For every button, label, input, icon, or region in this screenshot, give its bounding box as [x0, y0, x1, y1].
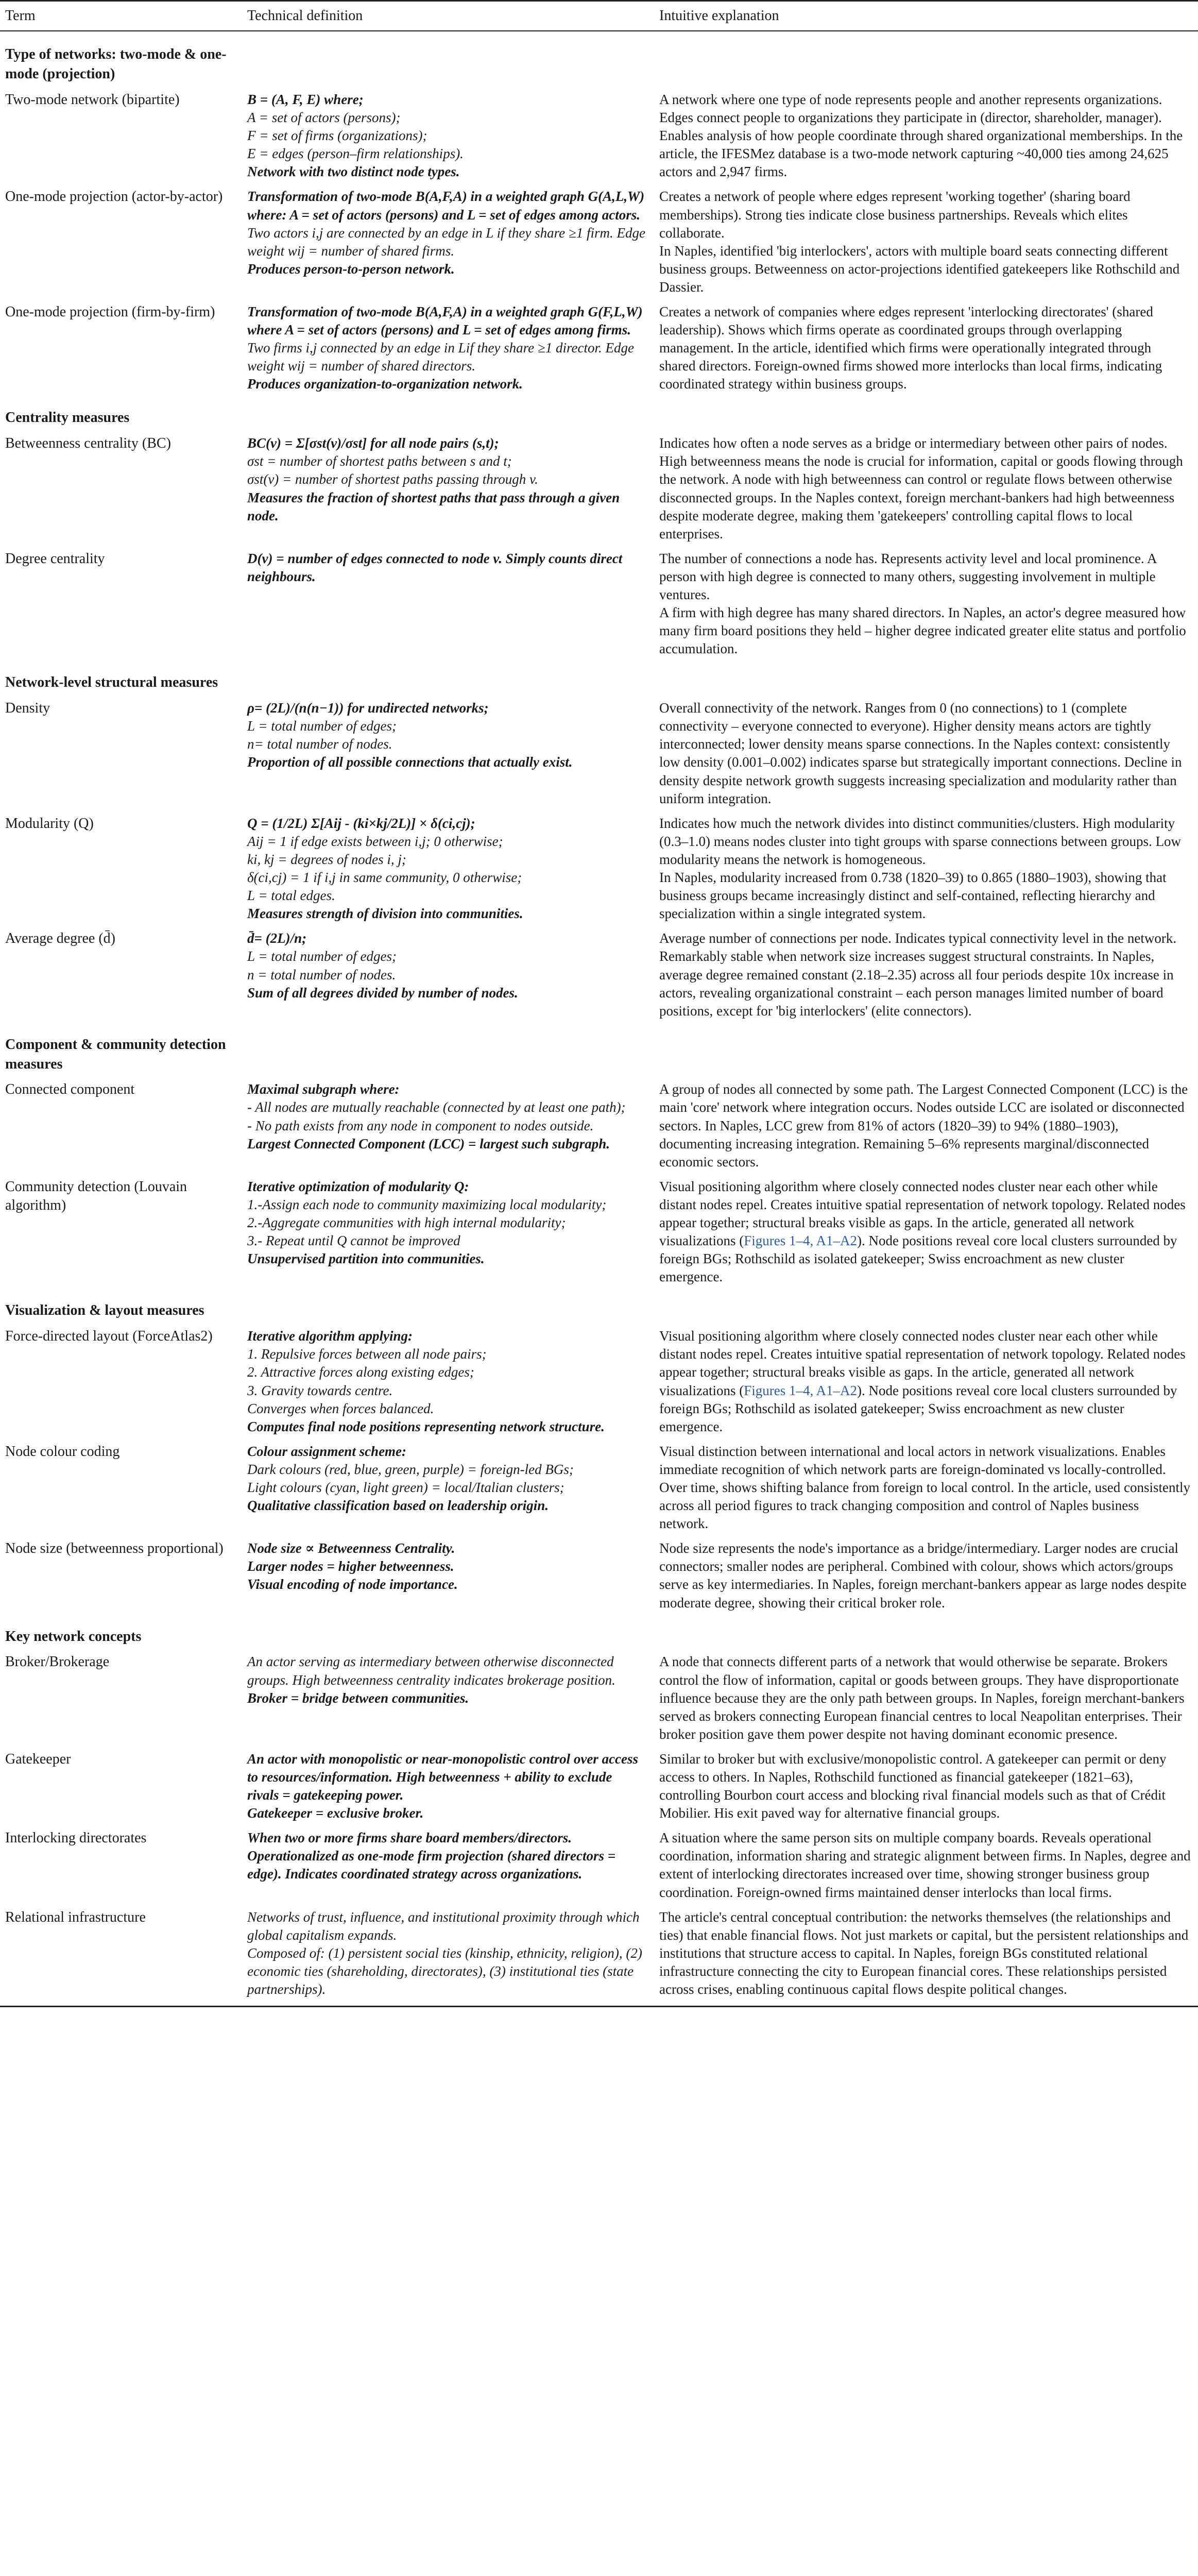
definition-line: L = total number of edges;	[247, 718, 397, 734]
definition-line: 2. Attractive forces along existing edges;	[247, 1364, 474, 1380]
definition-line: A = set of actors (persons);	[247, 110, 401, 126]
term-cell: Force-directed layout (ForceAtlas2)	[5, 1328, 213, 1345]
definition-line: L = total edges.	[247, 888, 335, 904]
term-cell: Broker/Brokerage	[5, 1654, 110, 1670]
header-technical-definition: Technical definition	[242, 1, 654, 31]
term-cell: Node size (betweenness proportional)	[5, 1540, 224, 1557]
table-header	[0, 1, 1198, 31]
definition-line: E = edges (person–firm relationships).	[247, 146, 464, 162]
table-row	[0, 1824, 1198, 1903]
definition-line: Q = (1/2L) Σ[Aij - (ki×kj/2L)] × δ(ci,cj);	[247, 815, 475, 831]
definition-line: δ(ci,cj) = 1 if i,j in same community, 0 otherwise;	[247, 870, 522, 886]
definition-line: n = total number of nodes.	[247, 967, 396, 982]
definition-line: Iterative algorithm applying:	[247, 1328, 413, 1344]
term-cell: Connected component	[5, 1081, 135, 1098]
definition-line: Qualitative classification based on leadership origin.	[247, 1498, 549, 1514]
explanation-line: A firm with high degree has many shared directors. In Naples, an actor's degree measured how many firm board positions they held – higher degree indicated greater elite status and portfolio accumulation.	[659, 605, 1186, 657]
definition-line: Gatekeeper = exclusive broker.	[247, 1805, 424, 1821]
definition-line: n= total number of nodes.	[247, 736, 392, 752]
term-cell: Betweenness centrality (BC)	[5, 435, 171, 452]
definition-line: Node size ∝ Betweenness Centrality.	[247, 1540, 455, 1556]
definition-cell	[242, 86, 654, 182]
explanation-cell	[654, 1173, 1198, 1288]
definition-line: Larger nodes = higher betweenness.	[247, 1558, 454, 1574]
definition-cell	[242, 1903, 654, 2007]
term-cell: Two-mode network (bipartite)	[5, 91, 180, 108]
table-row	[0, 1437, 1198, 1534]
definition-cell	[242, 1437, 654, 1534]
definition-line: F = set of firms (organizations);	[247, 128, 427, 144]
table-row	[0, 1903, 1198, 2007]
explanation-line: Visual positioning algorithm where closely connected nodes cluster near each other while distant nodes repel. Creates intuitive spatial representation of network topology. Related nodes appear together; structural breaks visible as gaps. In the article, generated all network visualizations (Figures 1–4, A1–A2). Node positions reveal core local clusters surrounded by foreign BGs; Rothschild as isolated gatekeeper; Swiss encroachment as new cluster emergence.	[659, 1178, 1186, 1285]
explanation-cell	[654, 298, 1198, 395]
table-row	[0, 1745, 1198, 1824]
definition-line: - No path exists from any node in component to nodes outside.	[247, 1117, 594, 1133]
table-row	[0, 182, 1198, 298]
definition-cell	[242, 1173, 654, 1288]
definition-line: Dark colours (red, blue, green, purple) = foreign-led BGs;	[247, 1461, 574, 1477]
figure-reference-link[interactable]: Figures 1–4, A1–A2	[744, 1382, 857, 1398]
definition-line: σst = number of shortest paths between s and t;	[247, 453, 512, 469]
definition-cell	[242, 1534, 654, 1613]
explanation-cell	[654, 1075, 1198, 1172]
definition-line: Computes final node positions representing network structure.	[247, 1418, 605, 1434]
explanation-line: Visual positioning algorithm where closely connected nodes cluster near each other while distant nodes repel. Creates intuitive spatial representation of network topology. Related nodes appear together; structural breaks visible as gaps. In the article, generated all network visualizations (Figures 1–4, A1–A2). Node positions reveal core local clusters surrounded by foreign BGs; Rothschild as isolated gatekeeper; Swiss encroachment as new cluster emergence.	[659, 1328, 1186, 1434]
explanation-cell	[654, 1648, 1198, 1744]
section-title: Visualization & layout measures	[5, 1302, 204, 1319]
definition-line: Produces organization-to-organization network.	[247, 376, 523, 392]
explanation-line: Visual distinction between international and local actors in network visualizations. Enables immediate recognition of which network parts are foreign-dominated vs locally-controlled. Over time, shows shifting balance from foreign to local control. In the article, used consistently across all period figures to track changing composition and control of Naples business network.	[659, 1443, 1190, 1532]
definition-line: Converges when forces balanced.	[247, 1400, 434, 1416]
definition-line: Measures strength of division into communities.	[247, 906, 523, 922]
header-term: Term	[0, 1, 242, 31]
definition-cell	[242, 545, 654, 660]
definition-line: 2.-Aggregate communities with high internal modularity;	[247, 1215, 566, 1231]
term-cell: Density	[5, 700, 50, 717]
section-row	[0, 1287, 1198, 1322]
definition-cell	[242, 809, 654, 925]
explanation-line: Indicates how much the network divides into distinct communities/clusters. High modularity (0.3–1.0) means nodes cluster into tight groups with sparse connections between groups. Low modularity means the network is homogeneous.	[659, 815, 1182, 867]
definition-line: 3. Gravity towards centre.	[247, 1382, 393, 1398]
table-row	[0, 1648, 1198, 1744]
definition-cell	[242, 429, 654, 545]
explanation-cell	[654, 1745, 1198, 1824]
definition-line: Networks of trust, influence, and institutional proximity through which global capitalism expands.	[247, 1909, 640, 1943]
definition-line: Iterative optimization of modularity Q:	[247, 1178, 469, 1194]
term-cell: One-mode projection (actor-by-actor)	[5, 189, 223, 205]
definition-line: B = (A, F, E) where;	[247, 91, 364, 107]
section-title: Key network concepts	[5, 1628, 142, 1645]
definition-line: ρ= (2L)/(n(n−1)) for undirected networks;	[247, 700, 489, 716]
term-cell: Community detection (Louvain algorithm)	[5, 1178, 187, 1214]
explanation-line: In Naples, identified 'big interlockers', actors with multiple board seats connecting different business groups. Betweenness on actor-projections identified gatekeepers like Rothschild and Dassier.	[659, 243, 1180, 295]
explanation-line: A node that connects different parts of a network that would otherwise be separate. Brokers control the flow of information, capital or goods between groups. They have disproportionate influence because they are the only path between groups. In Naples, foreign merchant-bankers served as brokers connecting European financial centres to local Neapolitan enterprises. Their broker position gave them power despite not having dominant economic presence.	[659, 1654, 1185, 1742]
explanation-cell	[654, 1824, 1198, 1903]
definition-line: d̄= (2L)/n;	[247, 930, 307, 946]
definition-line: Produces person-to-person network.	[247, 261, 455, 277]
section-row	[0, 1614, 1198, 1648]
explanation-cell	[654, 86, 1198, 182]
explanation-cell	[654, 809, 1198, 925]
explanation-line: Node size represents the node's importance as a bridge/intermediary. Larger nodes are crucial connectors; smaller nodes are peripheral. Combined with colour, shows which actors/groups serve as key intermediaries. In Naples, foreign merchant-bankers appear as large nodes despite moderate degree, showing their critical broker role.	[659, 1540, 1187, 1611]
explanation-line: In Naples, modularity increased from 0.738 (1820–39) to 0.865 (1880–1903), showing that business groups became increasingly distinct and self-contained, reflecting hierarchy and specialization within a single integrated system.	[659, 870, 1167, 922]
definition-line: Sum of all degrees divided by number of nodes.	[247, 985, 518, 1001]
table-row	[0, 1534, 1198, 1613]
explanation-cell	[654, 1437, 1198, 1534]
table-row	[0, 545, 1198, 660]
explanation-line: A situation where the same person sits on multiple company boards. Reveals operational coordination, information sharing and strategic alignment between firms. In Naples, degree and extent of interlocking directorates increased over time, showing stronger business group coordination. Foreign-owned firms maintained denser interlocks than local firms.	[659, 1830, 1191, 1900]
section-row	[0, 31, 1198, 86]
explanation-line: A network where one type of node represents people and another represents organizations. Edges connect people to organizations they participate in (director, shareholder, manager). Enables analysis of how people coordinate through shared organizational memberships. In the article, the IFESMez database is a two-mode network capturing ~40,000 ties among 24,625 actors and 2,947 firms.	[659, 91, 1183, 180]
explanation-cell	[654, 545, 1198, 660]
definition-line: Two firms i,j connected by an edge in Lif they share ≥1 director. Edge weight wij = number of shared directors.	[247, 340, 634, 374]
term-cell: Degree centrality	[5, 550, 105, 567]
explanation-cell	[654, 1322, 1198, 1437]
explanation-line: The article's central conceptual contribution: the networks themselves (the relationships and ties) that enable financial flows. Not just markets or capital, but the persistent relationships and institutions that structure access to capital. In Naples, foreign BGs constituted relational infrastructure connecting the city to European financial cores. These relationships persisted across crises, enabling continuous capital flows despite political changes.	[659, 1909, 1189, 1997]
table-row	[0, 429, 1198, 545]
explanation-cell	[654, 429, 1198, 545]
definition-line: σst(v) = number of shortest paths passing through v.	[247, 471, 538, 487]
definition-line: Proportion of all possible connections that actually exist.	[247, 754, 573, 770]
definition-cell	[242, 182, 654, 298]
term-cell: One-mode projection (firm-by-firm)	[5, 304, 215, 320]
definition-line: Transformation of two-mode B(A,F,A) in a weighted graph G(F,L,W) where A = set of actors (persons) and L = set of edges among firms.	[247, 304, 643, 338]
definition-line: When two or more firms share board members/directors. Operationalized as one-mode firm projection (shared directors = edge). Indicates coordinated strategy across organizations.	[247, 1830, 616, 1882]
term-cell: Modularity (Q)	[5, 815, 94, 832]
definition-line: Largest Connected Component (LCC) = largest such subgraph.	[247, 1136, 610, 1151]
definition-cell	[242, 1322, 654, 1437]
definition-line: Colour assignment scheme:	[247, 1443, 407, 1459]
definition-line: 3.- Repeat until Q cannot be improved	[247, 1233, 460, 1249]
term-cell: Node colour coding	[5, 1443, 120, 1460]
explanation-line: A group of nodes all connected by some path. The Largest Connected Component (LCC) is the main 'core' network where integration occurs. Nodes outside LCC are isolated or disconnected sectors. In Naples, LCC grew from 81% of actors (1820–39) to 94% (1880–1903), documenting increasing integration. Remaining 5–6% represents marginal/disconnected economic sectors.	[659, 1081, 1188, 1170]
definition-cell	[242, 1648, 654, 1744]
definition-cell	[242, 1075, 654, 1172]
term-cell: Relational infrastructure	[0, 1903, 242, 2007]
table-row	[0, 809, 1198, 925]
definition-line: Composed of: (1) persistent social ties (kinship, ethnicity, religion), (2) economic ties (shareholding, directorates), (3) institutional ties (state partnerships).	[247, 1945, 642, 1997]
term-cell: Average degree (d̄)	[5, 930, 116, 947]
table-row	[0, 694, 1198, 809]
definition-line: D(v) = number of edges connected to node v. Simply counts direct neighbours.	[247, 550, 623, 584]
definition-line: Two actors i,j are connected by an edge in L if they share ≥1 firm. Edge weight wij = number of shared firms.	[247, 225, 645, 259]
explanation-line: Overall connectivity of the network. Ranges from 0 (no connections) to 1 (complete connectivity – everyone connected to everyone). Higher density means actors are tightly interconnected; lower density means sparse connections. In the Naples context: consistently low density (0.001–0.002) indicates sparse but strategically important connections. Decline in density despite network growth suggests increasing specialization and modularity rather than uniform integration.	[659, 700, 1182, 806]
explanation-cell	[654, 924, 1198, 1021]
table-row	[0, 924, 1198, 1021]
table-row	[0, 298, 1198, 395]
explanation-line: Similar to broker but with exclusive/monopolistic control. A gatekeeper can permit or deny access to others. In Naples, Rothschild functioned as financial gatekeeper (1821–63), controlling Bourbon court access and blocking rival financial models such as that of Crédit Mobilier. His exit paved way for alternative financial groups.	[659, 1751, 1167, 1821]
definition-line: BC(v) = Σ[σst(v)/σst] for all node pairs (s,t);	[247, 435, 499, 451]
section-row	[0, 395, 1198, 429]
header-intuitive-explanation: Intuitive explanation	[654, 1, 1198, 31]
definition-cell	[242, 298, 654, 395]
table-row	[0, 1173, 1198, 1288]
explanation-line: Creates a network of people where edges represent 'working together' (sharing board memberships). Strong ties indicate close business partnerships. Reveals which elites collaborate.	[659, 189, 1131, 241]
definition-line: Unsupervised partition into communities.	[247, 1251, 485, 1267]
definition-line: Transformation of two-mode B(A,F,A) in a weighted graph G(A,L,W) where: A = set of actors (persons) and L = set of edges among actors.	[247, 189, 645, 223]
definition-line: Measures the fraction of shortest paths that pass through a given node.	[247, 489, 620, 523]
definition-line: Aij = 1 if edge exists between i,j; 0 otherwise;	[247, 833, 503, 849]
term-cell: Interlocking directorates	[5, 1830, 147, 1846]
definition-line: L = total number of edges;	[247, 948, 397, 964]
definition-line: Network with two distinct node types.	[247, 164, 460, 180]
definition-cell	[242, 924, 654, 1021]
table-row	[0, 1322, 1198, 1437]
definition-line: 1.-Assign each node to community maximizing local modularity;	[247, 1196, 607, 1212]
explanation-cell	[654, 694, 1198, 809]
definition-line: ki, kj = degrees of nodes i, j;	[247, 851, 406, 867]
section-row	[0, 1022, 1198, 1076]
definition-line: - All nodes are mutually reachable (connected by at least one path);	[247, 1099, 626, 1115]
definition-line: 1. Repulsive forces between all node pairs;	[247, 1346, 487, 1362]
section-title: Component & community detection measures	[5, 1036, 226, 1072]
explanation-line: Average number of connections per node. Indicates typical connectivity level in the network. Remarkably stable when network size increases suggest structural constraints. In Naples, average degree remained constant (2.18–2.35) across all four periods despite 10x increase in actors, revealing organizational constraint – each person manages limited number of board positions, except for 'big interlockers' (elite connectors).	[659, 930, 1177, 1019]
term-cell: Gatekeeper	[5, 1751, 71, 1767]
definition-line: Light colours (cyan, light green) = local/Italian clusters;	[247, 1479, 564, 1495]
figure-reference-link[interactable]: Figures 1–4, A1–A2	[744, 1233, 857, 1249]
definition-line: An actor with monopolistic or near-monopolistic control over access to resources/information. High betweenness + ability to exclude rivals = gatekeeping power.	[247, 1751, 639, 1803]
explanation-cell	[654, 1534, 1198, 1613]
section-title: Type of networks: two-mode & one-mode (projection)	[5, 46, 227, 82]
section-title: Centrality measures	[5, 410, 130, 426]
definition-cell	[242, 1824, 654, 1903]
table-row	[0, 86, 1198, 182]
definition-line: Visual encoding of node importance.	[247, 1577, 458, 1592]
definition-line: An actor serving as intermediary between otherwise disconnected groups. High betweenness centrality indicates brokerage position.	[247, 1654, 615, 1688]
definition-line: Maximal subgraph where:	[247, 1081, 400, 1097]
section-title: Network-level structural measures	[5, 674, 218, 691]
explanation-cell	[654, 182, 1198, 298]
explanation-cell	[654, 1903, 1198, 2007]
explanation-line: Indicates how often a node serves as a bridge or intermediary between other pairs of nodes. High betweenness means the node is crucial for information, capital or goods flowing through the network. A node with high betweenness can control or regulate flows between otherwise disconnected groups. In the Naples context, foreign merchant-bankers had high betweenness despite moderate degree, making them 'gatekeepers' controlling capital flows to local enterprises.	[659, 435, 1183, 541]
explanation-line: Creates a network of companies where edges represent 'interlocking directorates' (shared leadership). Shows which firms operate as coordinated groups through overlapping management. In the article, identified which firms were operationally integrated through shared directors. Foreign-owned firms showed more interlocks than local firms, indicating coordinated strategy within business groups.	[659, 304, 1162, 392]
definition-cell	[242, 694, 654, 809]
table-row	[0, 1075, 1198, 1172]
definition-line: Broker = bridge between communities.	[247, 1690, 469, 1706]
explanation-line: The number of connections a node has. Represents activity level and local prominence. A person with high degree is connected to many others, suggesting involvement in multiple ventures.	[659, 550, 1156, 603]
section-row	[0, 659, 1198, 694]
table-body	[0, 31, 1198, 2006]
definition-cell	[242, 1745, 654, 1824]
